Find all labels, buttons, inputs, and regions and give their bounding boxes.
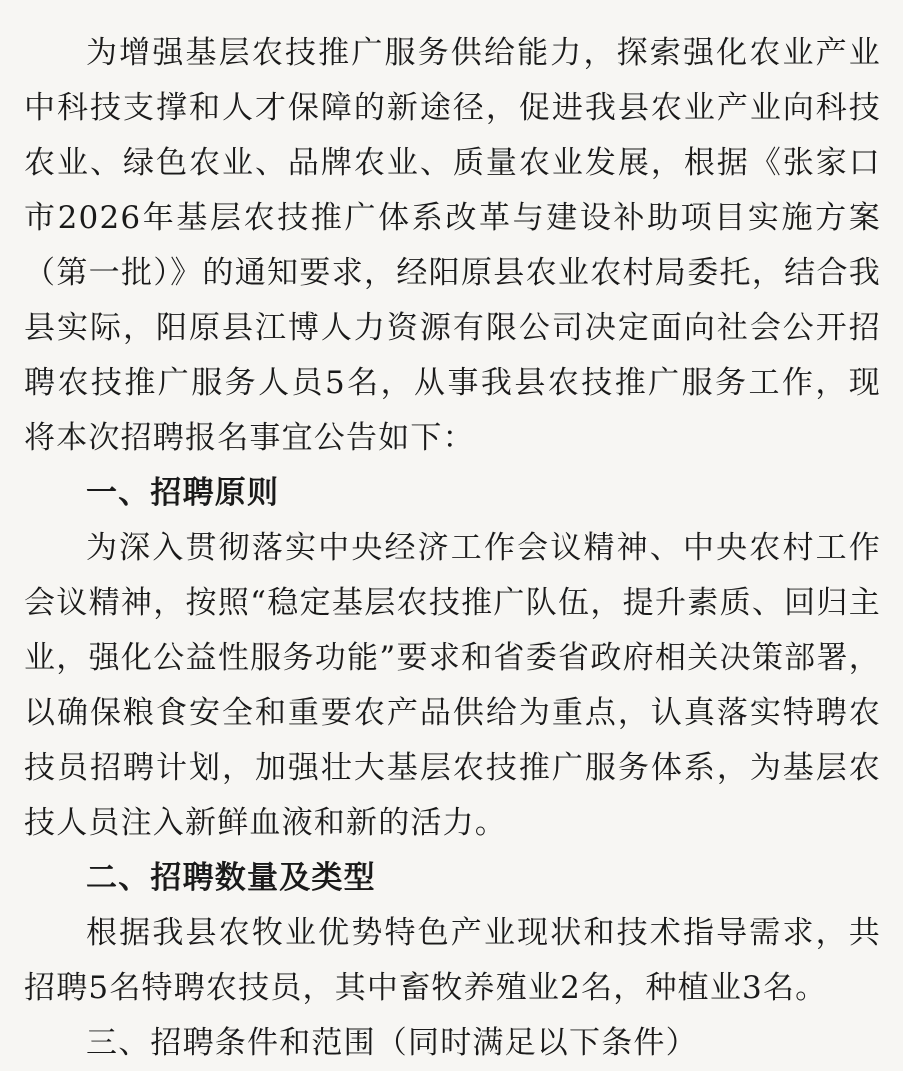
section-heading-quantity: 二、招聘数量及类型: [86, 860, 376, 896]
principles-paragraph: 为深入贯彻落实中央经济工作会议精神、中央农村工作会议精神，按照“稳定基层农技推广队伍，提升素质、回归主业，强化公益性服务功能”要求和省委省政府相关决策部署，以确保粮食安全和重要农产品供给为重点，认真落实特聘农技员招聘计划，加强壮大基层农技推广服务体系，为基层农技人员注入新鲜血液和新的活力。: [24, 530, 881, 841]
section-heading-conditions: 三、招聘条件和范围（同时满足以下条件）: [86, 1025, 698, 1061]
section-heading-principles: 一、招聘原则: [86, 475, 280, 511]
intro-paragraph: 为增强基层农技推广服务供给能力，探索强化农业产业中科技支撑和人才保障的新途径，促进我县农业产业向科技农业、绿色农业、品牌农业、质量农业发展，根据《张家口市2026年基层农技推广体系改革与建设补助项目实施方案（第一批）》的通知要求，经阳原县农业农村局委托，结合我县实际，阳原县江博人力资源有限公司决定面向社会公开招聘农技推广服务人员5名，从事我县农技推广服务工作，现将本次招聘报名事宜公告如下：: [24, 35, 881, 456]
quantity-paragraph: 根据我县农牧业优势特色产业现状和技术指导需求，共招聘5名特聘农技员，其中畜牧养殖业2名，种植业3名。: [24, 915, 881, 1006]
